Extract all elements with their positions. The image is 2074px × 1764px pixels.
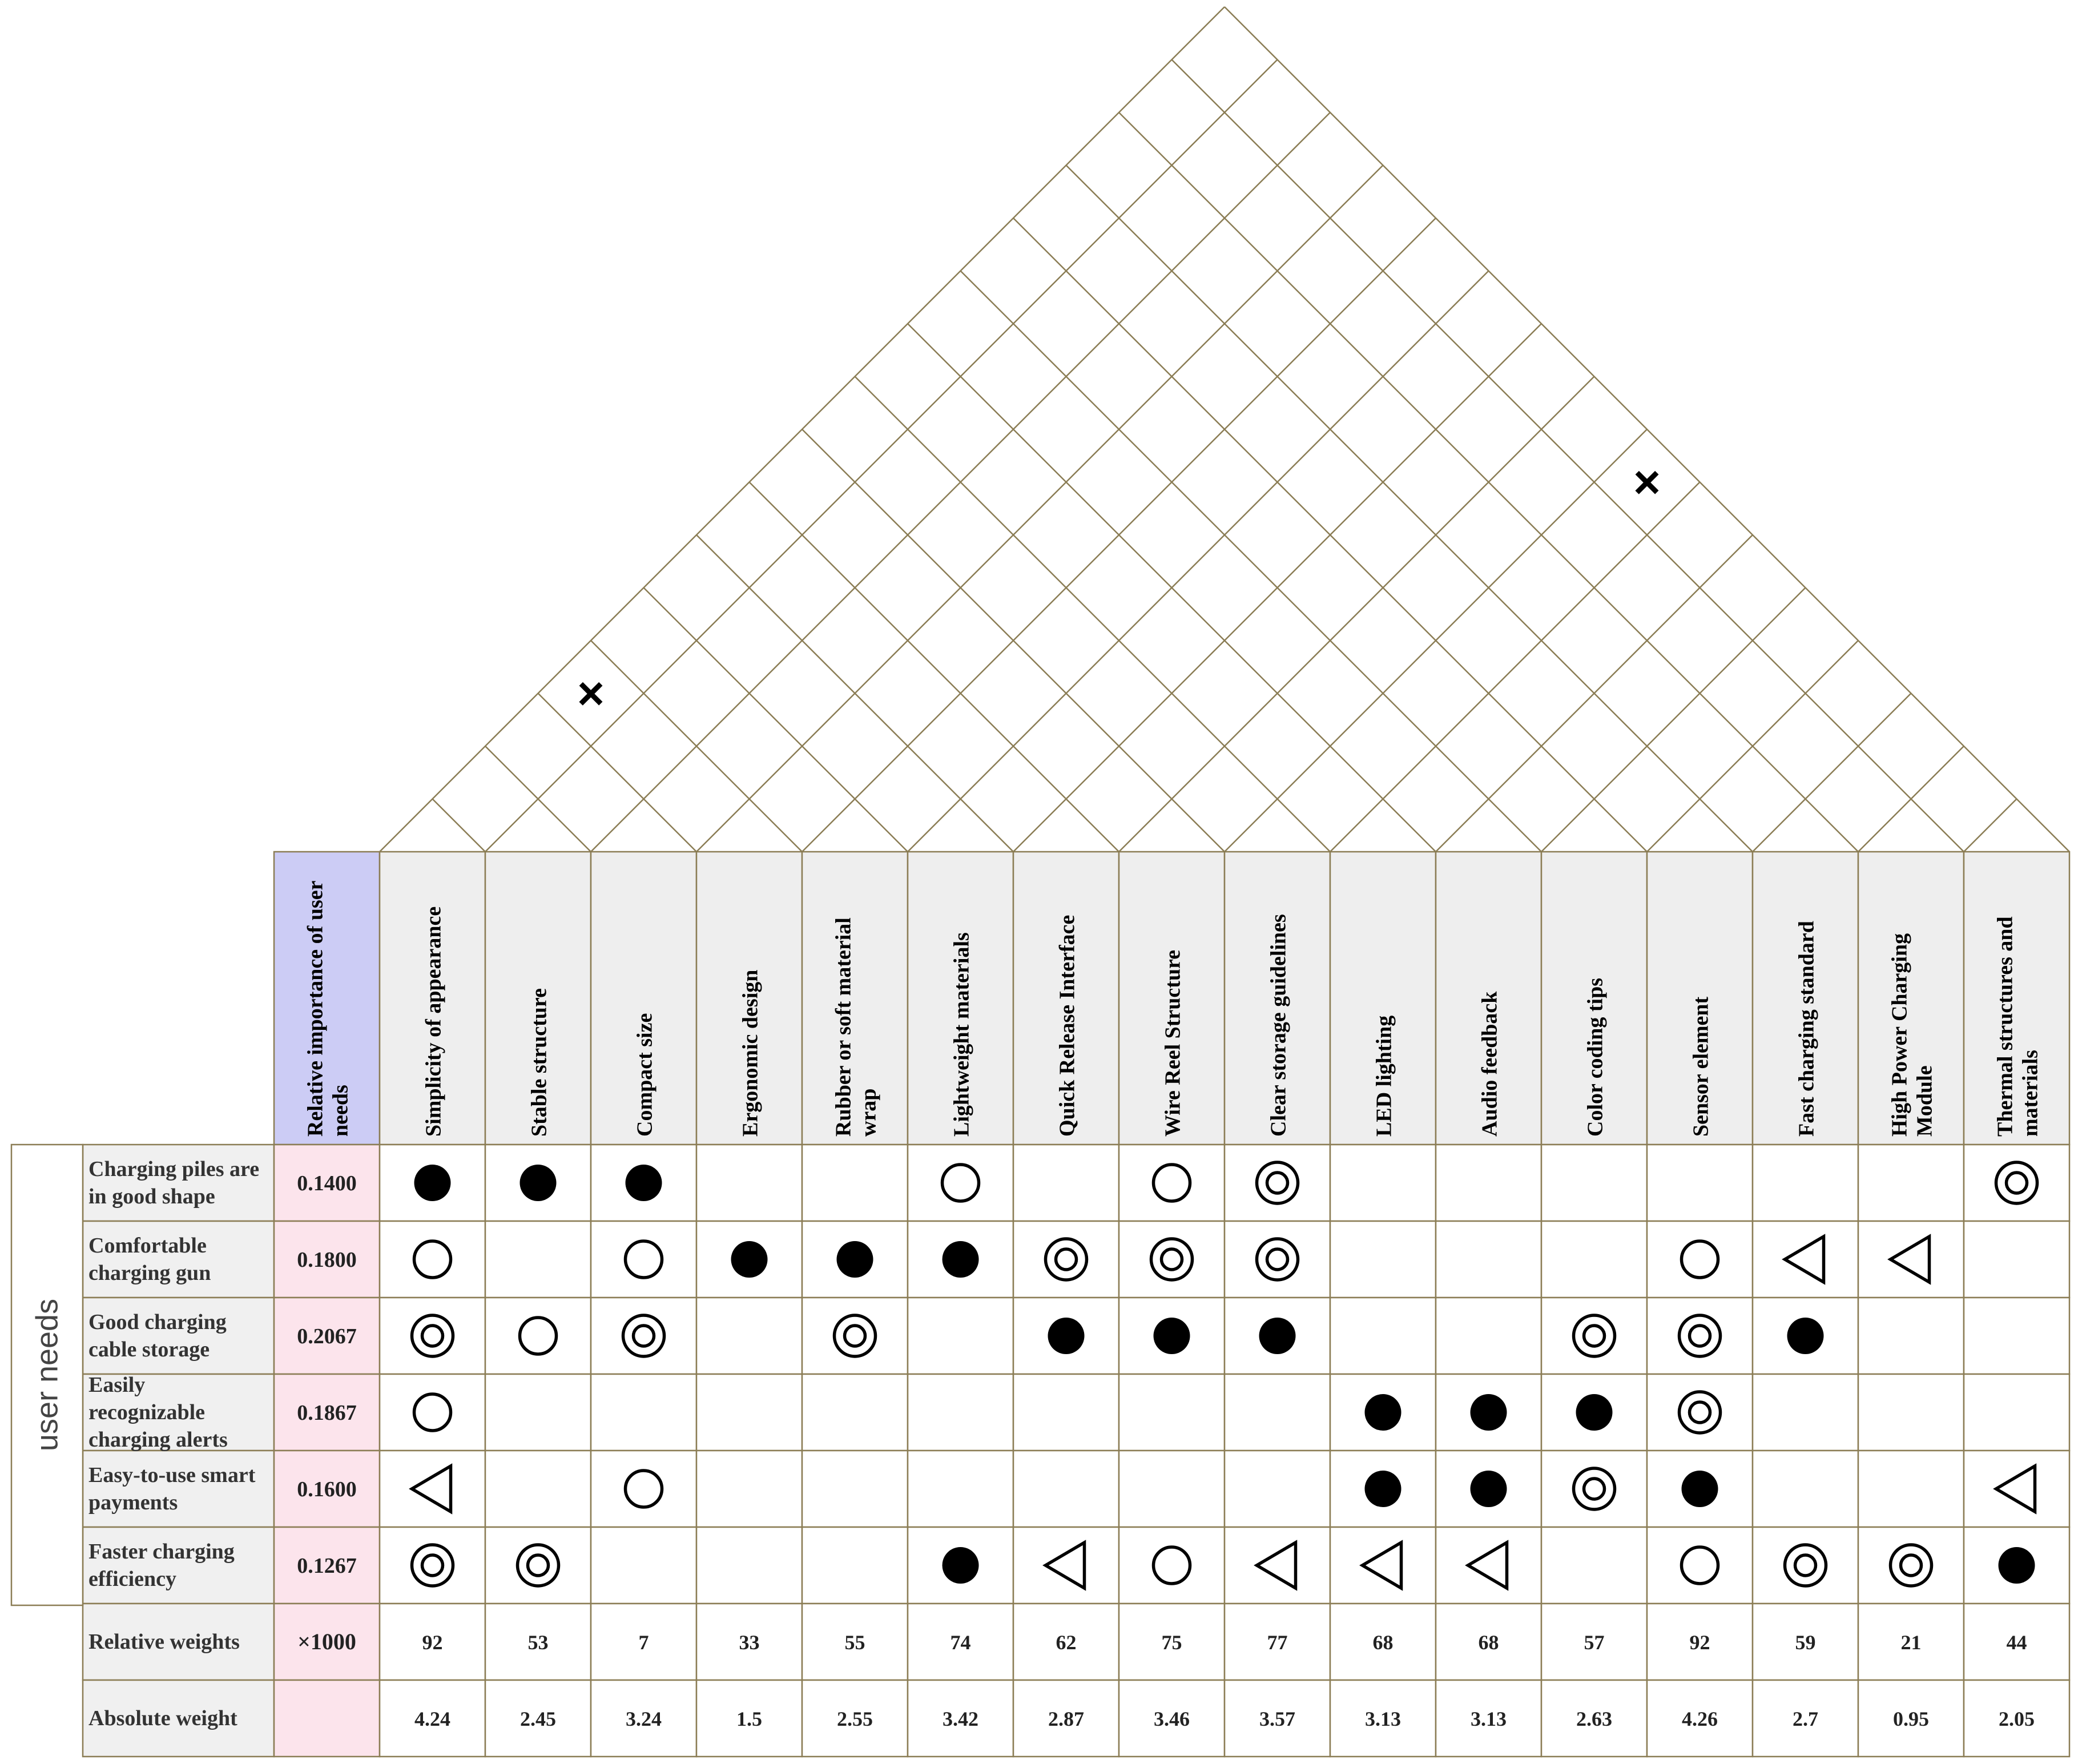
characteristic-label-line: Rubber or soft material: [831, 917, 856, 1137]
need-label: Faster charging: [88, 1540, 235, 1564]
relationship-cell: [696, 1374, 802, 1451]
characteristic-label-line: materials: [2018, 1050, 2043, 1137]
relationship-cell: [380, 1374, 485, 1451]
relative-weight-value: 77: [1267, 1631, 1288, 1654]
roof-line: [644, 588, 908, 852]
roof-line: [696, 166, 1383, 852]
relationship-cell: [802, 1145, 908, 1221]
relationship-cell: [485, 1527, 591, 1604]
strong-relationship-icon: [1682, 1471, 1718, 1507]
absolute-weight-value: 1.5: [736, 1707, 762, 1730]
relationship-cell: [591, 1451, 696, 1527]
absolute-weight-value: 2.7: [1793, 1707, 1818, 1730]
relationship-cell: [1013, 1221, 1119, 1298]
relationship-cell: [1436, 1145, 1541, 1221]
relationship-cell: [802, 1298, 908, 1374]
relative-weight-value: 44: [2006, 1631, 2027, 1654]
strong-relationship-icon: [626, 1165, 662, 1201]
relationship-cell: [380, 1298, 485, 1374]
roof-line: [1964, 799, 2017, 852]
relationship-cell: [591, 1527, 696, 1604]
characteristic-label: [1689, 996, 1713, 1137]
absolute-weight-label: Absolute weight: [88, 1706, 237, 1730]
relationship-cell: [802, 1451, 908, 1527]
roof-line: [485, 60, 1278, 852]
characteristic-label: [633, 1013, 657, 1137]
row-label-cell: [83, 1298, 274, 1374]
relationship-cell: [1330, 1298, 1436, 1374]
roof-line: [1066, 166, 1753, 852]
relationship-cell: [1964, 1374, 2069, 1451]
characteristic-label: [1478, 991, 1502, 1137]
roof-line: [855, 377, 1331, 852]
characteristic-label: [1267, 914, 1291, 1137]
relative-weight-value: 75: [1161, 1631, 1182, 1654]
relationship-cell: [696, 1451, 802, 1527]
need-label: charging alerts: [88, 1428, 228, 1452]
absolute-weight-value: 0.95: [1893, 1707, 1929, 1730]
relative-weight-value: 62: [1056, 1631, 1077, 1654]
characteristic-label-line: High Power Charging: [1887, 933, 1912, 1137]
absolute-weight-value: 2.05: [1999, 1707, 2035, 1730]
relationship-cell: [696, 1527, 802, 1604]
need-label: Easy-to-use smart: [88, 1463, 256, 1487]
relative-weights-label: Relative weights: [88, 1630, 240, 1654]
relationship-cell: [802, 1527, 908, 1604]
characteristic-label-line: Thermal structures and: [1993, 916, 2017, 1137]
importance-header-line: needs: [328, 1085, 353, 1137]
strong-relationship-icon: [943, 1547, 979, 1584]
relationship-cell: [1436, 1527, 1541, 1604]
weight-unit: ×1000: [297, 1629, 356, 1654]
characteristic-label-line: Lightweight materials: [949, 932, 974, 1137]
relationship-cell: [591, 1221, 696, 1298]
characteristic-label: [1161, 950, 1185, 1137]
strong-relationship-icon: [1576, 1394, 1613, 1431]
relative-weight-value: 92: [422, 1631, 443, 1654]
relationship-cell: [1964, 1451, 2069, 1527]
relationship-cell: [1436, 1298, 1541, 1374]
absolute-weight-value: 2.55: [837, 1707, 873, 1730]
need-label: recognizable: [88, 1400, 206, 1424]
correlation-roof: [380, 7, 2069, 852]
relationship-cell: [591, 1298, 696, 1374]
need-label: Charging piles are: [88, 1157, 260, 1181]
relationship-cell: [485, 1451, 591, 1527]
characteristic-label: [1584, 978, 1608, 1137]
relationship-cell: [1647, 1298, 1753, 1374]
strong-relationship-icon: [1365, 1394, 1402, 1431]
characteristic-label-line: Wire Reel Structure: [1161, 949, 1185, 1137]
relationship-cell: [1119, 1374, 1225, 1451]
relative-weight-value: 7: [638, 1631, 649, 1654]
relationship-cell: [1119, 1145, 1225, 1221]
roof-line: [538, 694, 697, 852]
relative-weight-value: 68: [1372, 1631, 1394, 1654]
absolute-weight-value: 3.42: [943, 1707, 978, 1730]
strong-relationship-icon: [1471, 1394, 1507, 1431]
strong-relationship-icon: [943, 1241, 979, 1278]
relative-weight-value: 57: [1584, 1631, 1605, 1654]
roof-line: [961, 271, 1542, 852]
relative-weight-value: 59: [1795, 1631, 1816, 1654]
characteristic-label: [422, 907, 446, 1137]
correlation-mark: ×: [1633, 456, 1661, 509]
relationship-cell: [1013, 1527, 1119, 1604]
roof-line: [908, 271, 1489, 852]
importance-cell: [274, 1680, 380, 1757]
relationship-cell: [1225, 1221, 1330, 1298]
need-label: payments: [88, 1491, 178, 1515]
need-label: in good shape: [88, 1185, 215, 1209]
importance-value: 0.2067: [297, 1324, 357, 1348]
importance-value: 0.1600: [297, 1477, 357, 1501]
row-label-cell: [83, 1527, 274, 1604]
strong-relationship-icon: [520, 1165, 557, 1201]
relationship-cell: [1541, 1221, 1647, 1298]
correlation-mark: ×: [577, 667, 605, 720]
relationship-cell: [908, 1145, 1013, 1221]
absolute-weight-value: 3.24: [626, 1707, 662, 1730]
characteristic-label: [1795, 921, 1819, 1137]
relationship-cell: [1858, 1298, 1964, 1374]
relative-weight-value: 68: [1478, 1631, 1499, 1654]
relative-weight-value: 21: [1900, 1631, 1922, 1654]
relative-weight-value: 74: [950, 1631, 971, 1654]
relationship-cell: [1225, 1374, 1330, 1451]
relationship-cell: [1119, 1221, 1225, 1298]
absolute-weight-value: 4.24: [414, 1707, 450, 1730]
roof-line: [1119, 377, 1594, 852]
relationship-cell: [1647, 1221, 1753, 1298]
characteristic-label-line: wrap: [856, 1088, 881, 1137]
relationship-cell: [1013, 1374, 1119, 1451]
relationship-cell: [802, 1374, 908, 1451]
relationship-cell: [1225, 1451, 1330, 1527]
roof-line: [750, 482, 1119, 852]
relationship-cell: [1119, 1451, 1225, 1527]
relative-weight-value: 92: [1689, 1631, 1710, 1654]
strong-relationship-icon: [1154, 1318, 1190, 1354]
row-label-cell: [83, 1451, 274, 1527]
characteristic-label-line: Audio feedback: [1477, 991, 1502, 1137]
strong-relationship-icon: [731, 1241, 768, 1278]
absolute-weight-value: 3.13: [1471, 1707, 1507, 1730]
relationship-cell: [1330, 1145, 1436, 1221]
relationship-cell: [485, 1221, 591, 1298]
need-label: efficiency: [88, 1567, 177, 1591]
relationship-cell: [1647, 1374, 1753, 1451]
characteristic-label: [1372, 1016, 1396, 1137]
importance-value: 0.1400: [297, 1171, 357, 1195]
roof-line: [433, 799, 486, 852]
relationship-cell: [1858, 1451, 1964, 1527]
relative-weight-value: 53: [527, 1631, 549, 1654]
relationship-cell: [1330, 1527, 1436, 1604]
characteristic-label-line: LED lighting: [1372, 1015, 1396, 1137]
relationship-cell: [1225, 1145, 1330, 1221]
characteristic-label-line: Stable structure: [527, 988, 551, 1137]
relationship-cell: [380, 1451, 485, 1527]
importance-value: 0.1867: [297, 1401, 357, 1425]
absolute-weight-value: 2.63: [1576, 1707, 1612, 1730]
need-label: charging gun: [88, 1261, 211, 1285]
characteristic-label-line: Compact size: [633, 1013, 657, 1137]
characteristic-label-line: Ergonomic design: [738, 969, 763, 1137]
strong-relationship-icon: [837, 1241, 873, 1278]
relationship-cell: [908, 1298, 1013, 1374]
relationship-cell: [380, 1221, 485, 1298]
importance-header-line: Relative importance of user: [303, 880, 328, 1137]
need-label: Good charging: [88, 1310, 227, 1334]
relationship-cell: [1436, 1221, 1541, 1298]
relative-weight-value: 33: [739, 1631, 760, 1654]
strong-relationship-icon: [1999, 1547, 2035, 1584]
relationship-cell: [908, 1451, 1013, 1527]
relationship-cell: [1013, 1451, 1119, 1527]
relationship-cell: [485, 1298, 591, 1374]
strong-relationship-icon: [1787, 1318, 1824, 1354]
relationship-cell: [1541, 1527, 1647, 1604]
absolute-weight-value: 3.13: [1365, 1707, 1401, 1730]
relationship-cell: [1964, 1145, 2069, 1221]
strong-relationship-icon: [1048, 1318, 1085, 1354]
relationship-cell: [1647, 1527, 1753, 1604]
row-label-cell: [83, 1145, 274, 1221]
absolute-weight-value: 2.45: [520, 1707, 556, 1730]
relationship-cell: [696, 1298, 802, 1374]
roof-line: [1541, 588, 1806, 852]
importance-value: 0.1267: [297, 1554, 357, 1578]
characteristic-label: [1056, 915, 1080, 1137]
absolute-weight-value: 4.26: [1682, 1707, 1718, 1730]
relationship-cell: [1119, 1527, 1225, 1604]
relationship-cell: [1013, 1145, 1119, 1221]
characteristic-label-line: Module: [1912, 1065, 1937, 1137]
relationship-cell: [591, 1374, 696, 1451]
relationship-cell: [380, 1527, 485, 1604]
relationship-cell: [1858, 1527, 1964, 1604]
relative-weight-value: 55: [844, 1631, 865, 1654]
relationship-cell: [1858, 1145, 1964, 1221]
characteristic-label: [950, 932, 974, 1137]
strong-relationship-icon: [1365, 1471, 1402, 1507]
absolute-weight-value: 3.46: [1154, 1707, 1190, 1730]
relationship-cell: [1541, 1451, 1647, 1527]
strong-relationship-icon: [1471, 1471, 1507, 1507]
user-needs-side-text: user needs: [30, 1298, 65, 1452]
relationship-cell: [1753, 1145, 1858, 1221]
user-needs-side-label: [30, 1299, 65, 1451]
characteristic-label: [739, 970, 763, 1137]
relationship-cell: [1753, 1451, 1858, 1527]
relationship-cell: [1753, 1527, 1858, 1604]
roof-line: [1330, 482, 1700, 852]
relationship-cell: [1330, 1221, 1436, 1298]
relationship-cell: [1753, 1374, 1858, 1451]
absolute-weight-value: 2.87: [1048, 1707, 1084, 1730]
row-label-cell: [83, 1221, 274, 1298]
characteristic-label-line: Sensor element: [1689, 996, 1713, 1137]
relationship-cell: [1858, 1221, 1964, 1298]
relationship-cell: [485, 1374, 591, 1451]
importance-value: 0.1800: [297, 1248, 357, 1272]
characteristic-label-line: Quick Release Interface: [1055, 915, 1080, 1137]
need-label: cable storage: [88, 1338, 210, 1362]
relationship-cell: [1753, 1221, 1858, 1298]
characteristic-label: [527, 988, 551, 1137]
roof-line: [1172, 60, 1964, 852]
relationship-cell: [1964, 1298, 2069, 1374]
relationship-cell: [1858, 1374, 1964, 1451]
need-label: Easily: [88, 1373, 146, 1397]
relationship-cell: [1964, 1221, 2069, 1298]
strong-relationship-icon: [414, 1165, 451, 1201]
characteristic-label-line: Fast charging standard: [1794, 921, 1819, 1137]
relationship-cell: [1541, 1145, 1647, 1221]
characteristic-label-line: Clear storage guidelines: [1266, 914, 1291, 1137]
relationship-cell: [696, 1145, 802, 1221]
roof-line: [1753, 694, 1911, 852]
relationship-cell: [1541, 1298, 1647, 1374]
relationship-cell: [1225, 1527, 1330, 1604]
absolute-weight-value: 3.57: [1259, 1707, 1295, 1730]
characteristic-label-line: Color coding tips: [1583, 977, 1608, 1137]
strong-relationship-icon: [1259, 1318, 1296, 1354]
need-label: Comfortable: [88, 1234, 207, 1258]
relationship-cell: [1647, 1145, 1753, 1221]
relationship-cell: [908, 1374, 1013, 1451]
characteristic-label-line: Simplicity of appearance: [421, 906, 446, 1137]
